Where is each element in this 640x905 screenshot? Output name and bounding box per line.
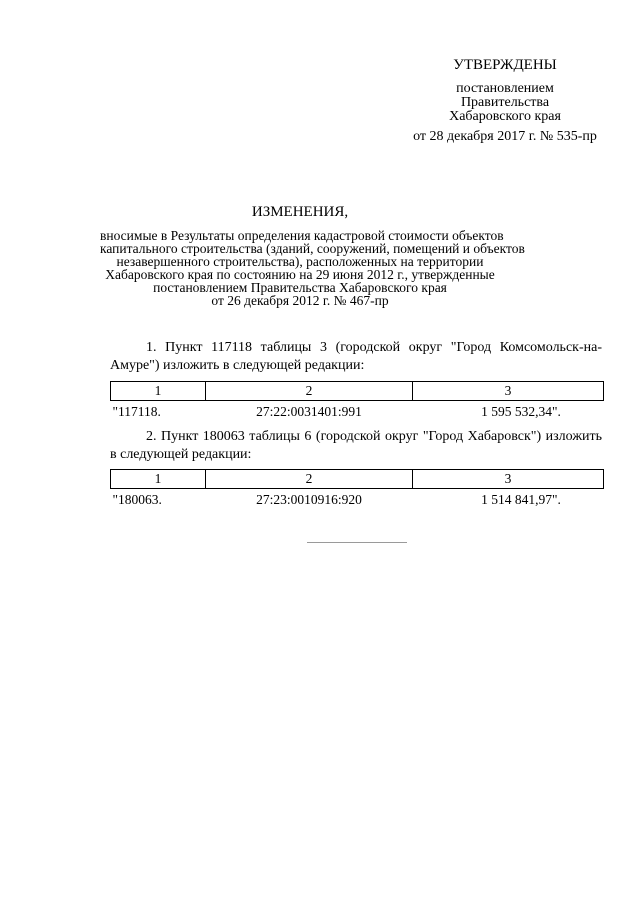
approval-date: от 28 декабря 2017 г. № 535-пр [413,129,597,144]
document-subtitle [100,228,525,308]
approval-line-1: постановлением [456,81,554,96]
column-header: 1 [111,470,206,489]
subtitle-line: вносимые в Результаты определения кадастровой стоимости объектов [100,228,504,243]
document-title: ИЗМЕНЕНИЯ, [251,204,349,220]
point-1-table [110,381,604,423]
table-cell-item: "180063. [112,492,162,507]
table-row [111,489,604,512]
table-cell-value: 1 595 532,34". [481,404,561,419]
point-2-text [110,428,602,464]
table-cell-cadastral-number: 27:22:0031401:991 [256,404,362,419]
end-divider [307,542,407,543]
table-row [111,401,604,424]
column-header: 3 [413,470,604,489]
table-header-row [111,382,604,401]
approval-line-2: Правительства [460,95,550,110]
table-header-row [111,470,604,489]
subtitle-line: Хабаровского края по состоянию на 29 июня 2012 г., утвержденные [105,267,495,282]
point-1-text [110,339,602,375]
subtitle-line: от 26 декабря 2012 г. № 467-пр [211,293,389,308]
point-2-paragraph: 2. Пункт 180063 таблицы 6 (городской округ "Город Хабаровск") изложить в следующей редакции: [110,429,602,462]
point-2-table [110,469,604,511]
table-cell-cadastral-number: 27:23:0010916:920 [256,492,362,507]
table-cell-value: 1 514 841,97". [481,492,561,507]
subtitle-line: незавершенного строительства), расположенных на территории [116,254,484,269]
subtitle-line: постановлением Правительства Хабаровского края [153,280,447,295]
approval-line-3: Хабаровского края [449,109,561,124]
column-header: 2 [206,470,413,489]
subtitle-line: капитального строительства (зданий, сооружений, помещений и объектов [100,241,525,256]
point-1-paragraph: 1. Пункт 117118 таблицы 3 (городской округ "Город Комсомольск-на-Амуре") изложить в следующей редакции: [110,340,602,373]
approval-title: УТВЕРЖДЕНЫ [453,57,557,73]
column-header: 2 [206,382,413,401]
column-header: 1 [111,382,206,401]
approval-stamp [390,58,620,144]
column-header: 3 [413,382,604,401]
document-heading [100,204,525,308]
table-cell-item: "117118. [112,404,161,419]
